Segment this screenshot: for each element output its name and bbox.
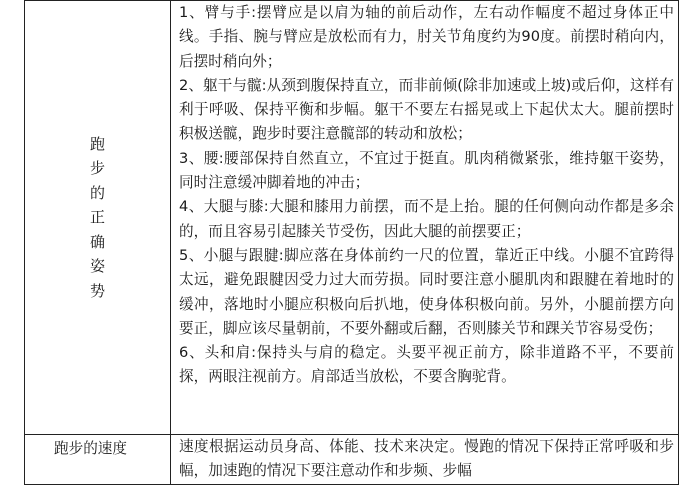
posture-paragraph-arms: 1、臂与手:摆臂应是以肩为轴的前后动作，左右动作幅度不超过身体正中线。手指、腕与臂应是放松而有力，肘关节角度约为90度。前摆时稍向内，后摆时稍向外；: [179, 4, 674, 70]
posture-paragraph-thigh: 4、大腿与膝:大腿和膝用力前摆，而不是上抬。腿的任何侧向动作都是多余的，而且容易引起膝关节受伤，因此大腿的前摆要正；: [179, 198, 674, 240]
posture-label-char: 跑: [89, 134, 105, 153]
posture-label-char: 确: [89, 232, 105, 251]
posture-label-char: 姿: [89, 257, 105, 276]
posture-content-cell: [171, 1, 679, 435]
posture-label-char: 势: [89, 281, 105, 300]
speed-paragraph: 速度根据运动员身高、体能、技术来决定。慢跑的情况下保持正常呼吸和步幅，加速跑的情况下要注意动作和步频、步幅: [179, 438, 674, 480]
posture-paragraph-head: 6、头和肩:保持头与肩的稳定。头要平视正前方，除非道路不平，不要前探，两眼注视前方。肩部适当放松，不要含胸驼背。: [179, 344, 674, 386]
speed-label-cell: [25, 435, 171, 485]
posture-paragraph-torso: 2、躯干与髋:从颈到腹保持直立，而非前倾(除非加速或上坡)或后仰，这样有利于呼吸、保持平衡和步幅。躯干不要左右摇晃或上下起伏太大。腿前摆时积极送髋，跑步时要注意髋部的转动和放松；: [179, 76, 674, 143]
posture-paragraph-waist: 3、腰:腰部保持自然直立，不宜过于挺直。肌肉稍微紧张，维持躯干姿势，同时注意缓冲脚着地的冲击；: [179, 149, 674, 192]
posture-label-char: 步: [89, 159, 105, 178]
running-posture-table: [24, 0, 679, 485]
posture-label-cell: [25, 1, 171, 435]
posture-paragraph-calf: 5、小腿与跟腱:脚应落在身体前约一尺的位置，靠近正中线。小腿不宜跨得太远，避免跟腱因受力过大而劳损。同时要注意小腿肌肉和跟腱在着地时的缓冲，落地时小腿应积极向后扒地，使身体积极向前。另外，小腿前摆方向要正，脚应该尽量朝前，不要外翻或后翻，否则膝关节和踝关节容易受伤；: [179, 246, 674, 337]
table-row-posture: [25, 1, 679, 435]
speed-label: 跑步的速度: [54, 440, 127, 457]
speed-content-cell: [171, 435, 679, 485]
posture-label-char: 的: [89, 183, 105, 202]
table-row-speed: [25, 435, 679, 485]
posture-label-char: 正: [89, 208, 105, 227]
posture-vertical-label: [25, 1, 170, 434]
